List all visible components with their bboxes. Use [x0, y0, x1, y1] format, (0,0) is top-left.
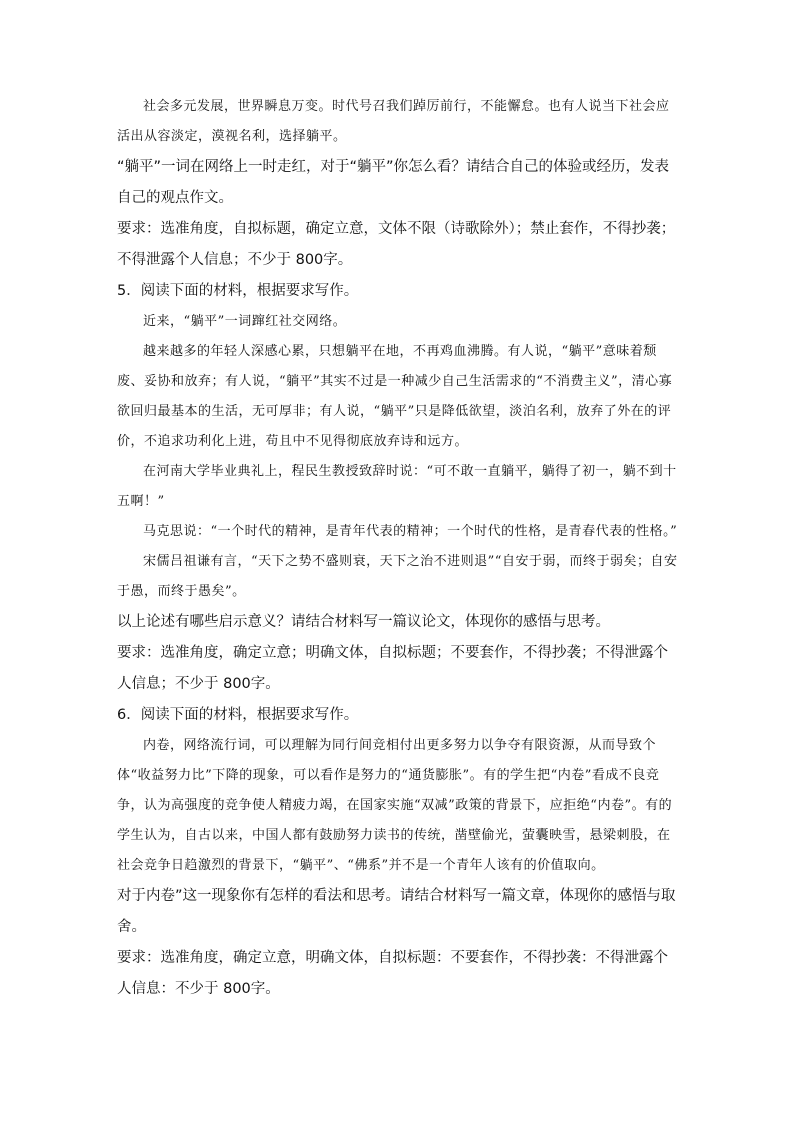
material-paragraph: 社会多元发展，世界瞬息万变。时代号召我们踔厉前行，不能懈怠。也有人说当下社会应活出从容淡定，漠视名利，选择躺平。	[117, 99, 670, 144]
question-6-heading: 6．阅读下面的材料，根据要求写作。	[117, 707, 359, 723]
document-page	[117, 92, 679, 1005]
question-5-heading: 5．阅读下面的材料，根据要求写作。	[117, 283, 359, 299]
writing-prompt: “躺平”一词在网络上一时走红，对于“躺平”你怎么看？请结合自己的体验或经历，发表自己的观点作文。	[117, 159, 670, 206]
writing-prompt: 以上论述有哪些启示意义？请结合材料写一篇议论文，体现你的感悟与思考。	[117, 614, 610, 630]
material-paragraph: 近来，“躺平”一词蹿红社交网络。	[143, 314, 347, 329]
material-paragraph: 马克思说：“一个时代的精神，是青年代表的精神；一个时代的性格，是青春代表的性格。”	[143, 524, 678, 539]
writing-requirement: 要求：选准角度，确定立意，明确文体，自拟标题：不要套作，不得抄袭：不得泄露个人信息：不少于 800字。	[117, 950, 668, 997]
writing-prompt: 对于内卷”这一现象你有怎样的看法和思考。请结合材料写一篇文章，体现你的感悟与取舍。	[117, 888, 676, 935]
material-paragraph: 内卷，网络流行词，可以理解为同行间竞相付出更多努力以争夺有限资源，从而导致个体“收益努力比”下降的现象，可以看作是努力的“通货膨胀”。有的学生把“内卷”看成不良竞争，认为高强度的竞争使人精疲力竭，在国家实施“双减”政策的背景下，应拒绝“内卷”。有的学生认为，自古以来，中国人都有鼓励努力读书的传统，凿壁偷光，萤囊映雪，悬梁刺股，在社会竞争日趋激烈的背景下，“躺平”、“佛系”并不是一个青年人该有的价值取向。	[117, 738, 673, 873]
material-paragraph: 越来越多的年轻人深感心累，只想躺平在地，不再鸡血沸腾。有人说，“躺平”意味着颓废、妥协和放弃；有人说，“躺平”其实不过是一种减少自己生活需求的“不消费主义”，清心寡欲回归最基本的生活，无可厚非；有人说，“躺平”只是降低欲望，淡泊名利，放弃了外在的评价，不追求功利化上进，苟且中不见得彻底放弃诗和远方。	[117, 344, 673, 449]
writing-requirement: 要求：选准角度，确定立意；明确文体，自拟标题；不要套作，不得抄袭；不得泄露个人信息；不少于 800字。	[117, 645, 668, 692]
writing-requirement: 要求：选准角度，自拟标题，确定立意，文体不限（诗歌除外）；禁止套作，不得抄袭；不得泄露个人信息；不少于 800字。	[117, 221, 676, 268]
material-paragraph: 宋儒吕祖谦有言，“天下之势不盛则衰，天下之治不进则退”“自安于弱，而终于弱矣；自安于愚，而终于愚矣”。	[117, 554, 678, 599]
material-paragraph: 在河南大学毕业典礼上，程民生教授致辞时说：“可不敢一直躺平，躺得了初一，躺不到十五啊！”	[117, 464, 677, 509]
